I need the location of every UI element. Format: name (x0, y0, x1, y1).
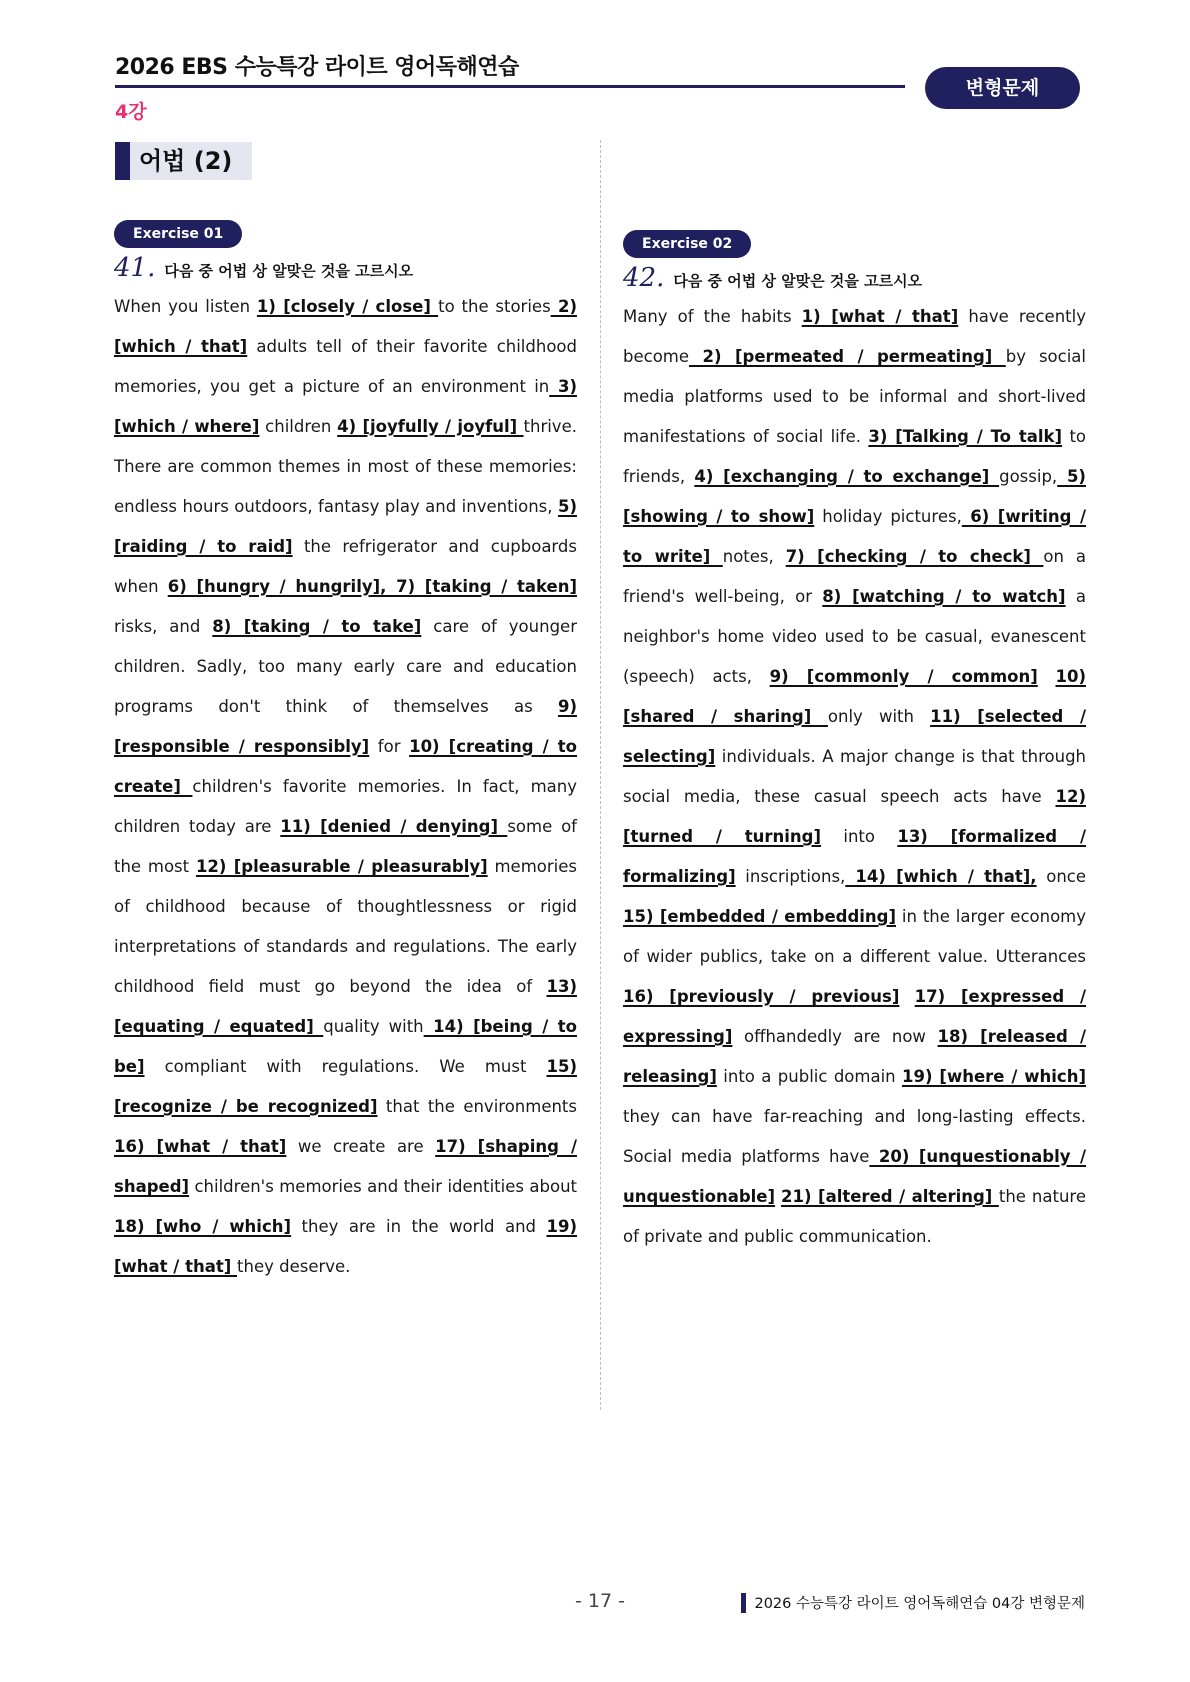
question-line (623, 263, 1086, 295)
grammar-choice-blank: 13) [formalized / formalizing] (623, 827, 1086, 886)
grammar-choice-blank: 2) [which / that] (114, 297, 577, 356)
section-title: 어법 (2) (139, 147, 233, 175)
section-heading (115, 142, 252, 180)
grammar-choice-blank: 1) [closely / close] (256, 297, 439, 316)
grammar-choice-blank: 17) [expressed / expressing] (623, 987, 1086, 1046)
grammar-choice-blank: 6) [writing / to write] (623, 507, 1086, 566)
lesson-label: 4강 (115, 101, 147, 123)
grammar-choice-blank: 14) [being / to be] (114, 1017, 577, 1076)
grammar-choice-blank: 21) [altered / altering] (781, 1187, 999, 1206)
grammar-choice-blank: 15) [recognize / be recognized] (114, 1057, 577, 1116)
grammar-choice-blank: 1) [what / that] (801, 307, 959, 326)
grammar-choice-blank: 11) [selected / selecting] (623, 707, 1086, 766)
grammar-choice-blank: 12) [pleasurable / pleasurably] (195, 857, 488, 876)
grammar-choice-blank: 19) [what / that] (114, 1217, 578, 1276)
grammar-choice-blank: 3) [which / where] (114, 377, 577, 436)
grammar-choice-blank: 20) [unquestionably / unquestionable] (623, 1147, 1086, 1206)
grammar-choice-blank: 8) [watching / to watch] (822, 587, 1066, 606)
grammar-choice-blank: 4) [joyfully / joyful] (337, 417, 524, 436)
footer (741, 1592, 1085, 1613)
footer-bar (741, 1593, 746, 1613)
grammar-choice-blank: 9) [commonly / common] (769, 667, 1038, 686)
grammar-choice-blank: 15) [embedded / embedding] (623, 907, 897, 926)
grammar-choice-blank: 14) [which / that], (845, 867, 1037, 886)
question-number: 41. (114, 253, 156, 283)
header-rule (115, 85, 905, 88)
grammar-choice-blank: 18) [released / releasing] (623, 1027, 1086, 1086)
header-title: 2026 EBS 수능특강 라이트 영어독해연습 (115, 55, 519, 80)
exercise-label: Exercise 02 (623, 230, 751, 258)
grammar-choice-blank: 12) [turned / turning] (623, 787, 1086, 846)
grammar-choice-blank: 5) [raiding / to raid] (114, 497, 577, 556)
grammar-choice-blank: 3) [Talking / To talk] (868, 427, 1063, 446)
grammar-choice-blank: 6) [hungry / hungrily], 7) [taking / taken] (167, 577, 577, 596)
page-number: - 17 - (575, 1590, 625, 1612)
grammar-choice-blank: 17) [shaping / shaped] (114, 1137, 577, 1196)
question-instruction: 다음 중 어법 상 알맞은 것을 고르시오 (673, 272, 923, 290)
exercise-01 (114, 220, 577, 1287)
exercise-02 (623, 230, 1086, 1257)
exercise-label: Exercise 01 (114, 220, 242, 248)
grammar-choice-blank: 10) [creating / to create] (114, 737, 578, 796)
grammar-choice-blank: 13) [equating / equated] (114, 977, 577, 1036)
column-divider (600, 140, 601, 1410)
grammar-choice-blank: 16) [what / that] (114, 1137, 287, 1156)
question-instruction: 다음 중 어법 상 알맞은 것을 고르시오 (164, 262, 414, 280)
footer-text: 2026 수능특강 라이트 영어독해연습 04강 변형문제 (754, 1596, 1085, 1612)
question-line (114, 253, 577, 285)
grammar-choice-blank: 4) [exchanging / to exchange] (694, 467, 1000, 486)
grammar-choice-blank: 5) [showing / to show] (623, 467, 1086, 526)
grammar-choice-blank: 19) [where / which] (902, 1067, 1086, 1086)
passage-text: When you listen 1) [closely / close] to the stories 2) [which / that] adults tell of their favorite childhood memories, you get a picture of an environment in 3) [which / where] children 4) [joyfully / joyful] thrive. There are common themes in most of these memories: endless hours outdoors, fantasy play and inventions, 5) [raiding / to raid] the refrigerator and cupboards when 6) [hungry / hungrily], 7) [taking / taken] risks, and 8) [taking / to take] care of younger children. Sadly, too many early care and education programs don't think of themselves as 9) [responsible / responsibly] for 10) [creating / to create] children's favorite memories. In fact, many children today are 11) [denied / denying] some of the most 12) [pleasurable / pleasurably] memories of childhood because of thoughtlessness or rigid interpretations of standards and regulations. The early childhood field must go beyond the idea of 13) [equating / equated] quality with 14) [being / to be] compliant with regulations. We must 15) [recognize / be recognized] that the environments 16) [what / that] we create are 17) [shaping / shaped] children's memories and their identities about 18) [who / which] they are in the world and 19) [what / that] they deserve. (114, 297, 578, 1276)
grammar-choice-blank: 8) [taking / to take] (212, 617, 422, 636)
grammar-choice-blank: 16) [previously / previous] (623, 987, 900, 1006)
grammar-choice-blank: 18) [who / which] (114, 1217, 292, 1236)
section-heading-bar (115, 142, 130, 180)
grammar-choice-blank: 2) [permeated / permeating] (689, 347, 1006, 366)
grammar-choice-blank: 7) [checking / to check] (785, 547, 1044, 566)
grammar-choice-blank: 10) [shared / sharing] (623, 667, 1086, 726)
grammar-choice-blank: 9) [responsible / responsibly] (114, 697, 577, 756)
passage-text: Many of the habits 1) [what / that] have recently become 2) [permeated / permeating] by social media platforms used to be informal and short-lived manifestations of social life. 3) [Talking / To talk] to friends, 4) [exchanging / to exchange] gossip, 5) [showing / to show] holiday pictures, 6) [writing / to write] notes, 7) [checking / to check] on a friend's well-being, or 8) [watching / to watch] a neighbor's home video used to be casual, evanescent (speech) acts, 9) [commonly / common] 10) [shared / sharing] only with 11) [selected / selecting] individuals. A major change is that through social media, these casual speech acts have 12) [turned / turning] into 13) [formalized / formalizing] inscriptions, 14) [which / that], once 15) [embedded / embedding] in the larger economy of wider publics, take on a different value. Utterances 16) [previously / previous] 17) [expressed / expressing] offhandedly are now 18) [released / releasing] into a public domain 19) [where / which] they can have far-reaching and long-lasting effects. Social media platforms have 20) [unquestionably / unquestionable] 21) [altered / altering] the nature of private and public communication. (623, 307, 1087, 1246)
variant-badge: 변형문제 (925, 67, 1080, 109)
grammar-choice-blank: 11) [denied / denying] (280, 817, 508, 836)
question-number: 42. (623, 263, 665, 293)
